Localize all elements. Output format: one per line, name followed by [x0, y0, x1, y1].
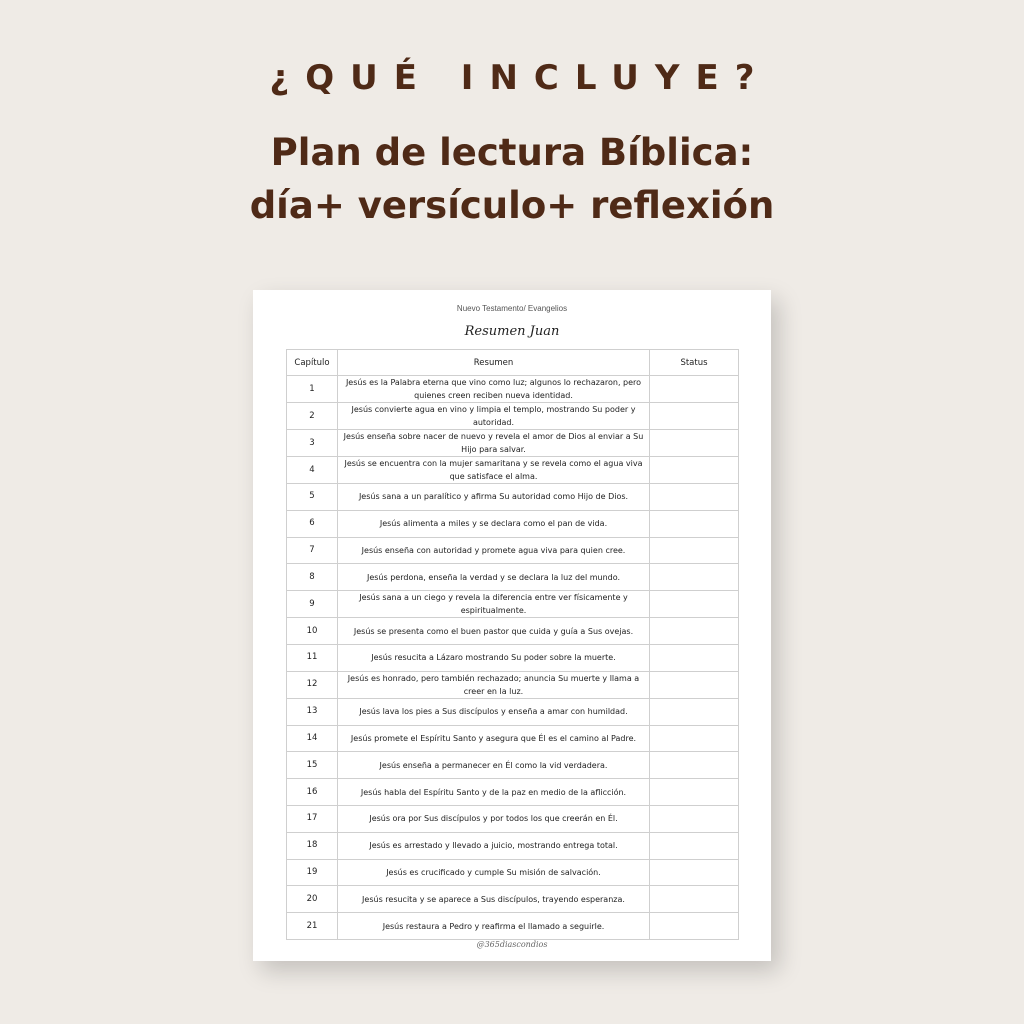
summary-cell: Jesús sana a un paralítico y afirma Su autoridad como Hijo de Dios. [338, 484, 650, 511]
summary-cell: Jesús es honrado, pero también rechazado; anuncia Su muerte y llama a creer en la luz. [338, 671, 650, 698]
summary-cell: Jesús se encuentra con la mujer samaritana y se revela como el agua viva que satisface el alma. [338, 457, 650, 484]
table-row [287, 484, 739, 511]
summary-cell: Jesús es arrestado y llevado a juicio, mostrando entrega total. [338, 832, 650, 859]
table-row [287, 591, 739, 618]
sheet-kicker: Nuevo Testamento/ Evangelios [456, 304, 568, 313]
status-cell [650, 913, 739, 940]
chapter-cell: 20 [287, 886, 338, 913]
headline-line-1: Plan de lectura Bíblica: [270, 131, 754, 174]
chapter-cell: 3 [287, 430, 338, 457]
chapter-cell: 11 [287, 644, 338, 671]
summary-cell: Jesús perdona, enseña la verdad y se declara la luz del mundo. [338, 564, 650, 591]
summary-cell: Jesús es la Palabra eterna que vino como luz; algunos lo rechazaron, pero quienes creen reciben nueva identidad. [338, 376, 650, 403]
status-cell [650, 564, 739, 591]
summary-cell: Jesús resucita a Lázaro mostrando Su poder sobre la muerte. [338, 644, 650, 671]
summary-cell: Jesús es crucificado y cumple Su misión de salvación. [338, 859, 650, 886]
chapter-cell: 6 [287, 510, 338, 537]
chapter-cell: 4 [287, 457, 338, 484]
status-cell [650, 859, 739, 886]
chapter-cell: 13 [287, 698, 338, 725]
summary-cell: Jesús habla del Espíritu Santo y de la paz en medio de la aflicción. [338, 779, 650, 806]
table-row [287, 752, 739, 779]
table-row [287, 886, 739, 913]
table-row [287, 671, 739, 698]
table-row [287, 537, 739, 564]
summary-cell: Jesús sana a un ciego y revela la diferencia entre ver físicamente y espiritualmente. [338, 591, 650, 618]
section-eyebrow: ¿QUÉ INCLUYE? [269, 58, 771, 98]
status-cell [650, 484, 739, 511]
chapter-cell: 18 [287, 832, 338, 859]
sheet-title: Resumen Juan [464, 324, 560, 339]
column-header-summary: Resumen [338, 350, 650, 376]
column-header-status: Status [650, 350, 739, 376]
status-cell [650, 752, 739, 779]
chapter-cell: 7 [287, 537, 338, 564]
table-header-row [287, 350, 739, 376]
summary-cell: Jesús resucita y se aparece a Sus discípulos, trayendo esperanza. [338, 886, 650, 913]
headline [0, 126, 1024, 232]
summary-cell: Jesús promete el Espíritu Santo y asegura que Él es el camino al Padre. [338, 725, 650, 752]
document-preview [253, 290, 771, 961]
status-cell [650, 805, 739, 832]
status-cell [650, 698, 739, 725]
summary-cell: Jesús enseña con autoridad y promete agua viva para quien cree. [338, 537, 650, 564]
table-row [287, 618, 739, 645]
table-row [287, 725, 739, 752]
table-row [287, 805, 739, 832]
table-row [287, 859, 739, 886]
table-row [287, 644, 739, 671]
table-row [287, 779, 739, 806]
status-cell [650, 779, 739, 806]
column-header-chapter: Capítulo [287, 350, 338, 376]
chapter-cell: 8 [287, 564, 338, 591]
chapter-cell: 1 [287, 376, 338, 403]
status-cell [650, 430, 739, 457]
status-cell [650, 591, 739, 618]
summary-cell: Jesús enseña sobre nacer de nuevo y revela el amor de Dios al enviar a Su Hijo para salvar. [338, 430, 650, 457]
social-handle: @365diascondios [476, 940, 548, 949]
chapter-cell: 16 [287, 779, 338, 806]
chapter-cell: 12 [287, 671, 338, 698]
status-cell [650, 832, 739, 859]
summary-cell: Jesús enseña a permanecer en Él como la vid verdadera. [338, 752, 650, 779]
summary-table [286, 349, 739, 940]
status-cell [650, 671, 739, 698]
chapter-cell: 15 [287, 752, 338, 779]
chapter-cell: 21 [287, 913, 338, 940]
table-row [287, 564, 739, 591]
chapter-cell: 14 [287, 725, 338, 752]
table-row [287, 913, 739, 940]
summary-cell: Jesús lava los pies a Sus discípulos y enseña a amar con humildad. [338, 698, 650, 725]
table-row [287, 510, 739, 537]
status-cell [650, 403, 739, 430]
chapter-cell: 2 [287, 403, 338, 430]
status-cell [650, 457, 739, 484]
chapter-cell: 5 [287, 484, 338, 511]
summary-cell: Jesús se presenta como el buen pastor que cuida y guía a Sus ovejas. [338, 618, 650, 645]
table-row [287, 457, 739, 484]
chapter-cell: 19 [287, 859, 338, 886]
chapter-cell: 10 [287, 618, 338, 645]
status-cell [650, 886, 739, 913]
status-cell [650, 537, 739, 564]
table-row [287, 403, 739, 430]
chapter-cell: 9 [287, 591, 338, 618]
status-cell [650, 618, 739, 645]
summary-cell: Jesús alimenta a miles y se declara como el pan de vida. [338, 510, 650, 537]
summary-cell: Jesús ora por Sus discípulos y por todos los que creerán en Él. [338, 805, 650, 832]
table-row [287, 698, 739, 725]
status-cell [650, 725, 739, 752]
summary-cell: Jesús restaura a Pedro y reafirma el llamado a seguirle. [338, 913, 650, 940]
status-cell [650, 510, 739, 537]
chapter-cell: 17 [287, 805, 338, 832]
table-row [287, 376, 739, 403]
status-cell [650, 644, 739, 671]
headline-line-2: día+ versículo+ reflexión [249, 184, 775, 227]
status-cell [650, 376, 739, 403]
table-row [287, 832, 739, 859]
summary-cell: Jesús convierte agua en vino y limpia el templo, mostrando Su poder y autoridad. [338, 403, 650, 430]
table-row [287, 430, 739, 457]
